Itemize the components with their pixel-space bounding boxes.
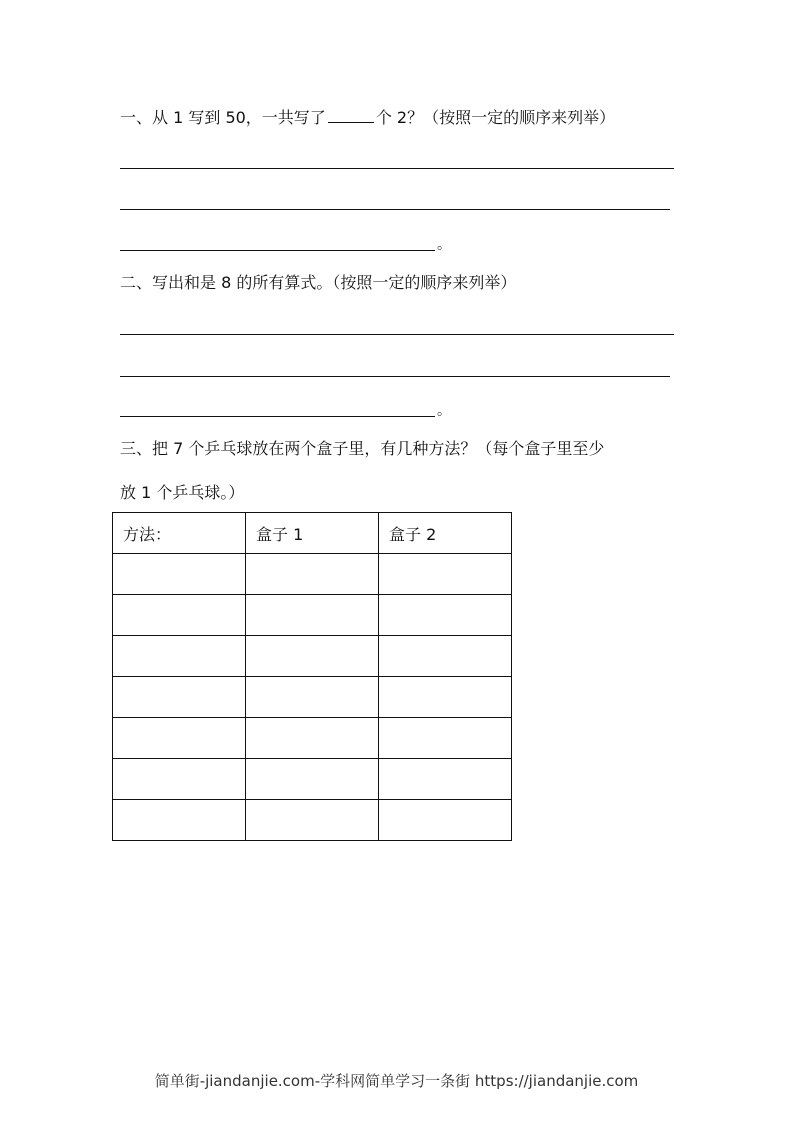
table-cell[interactable] [113, 718, 246, 759]
question-1 [120, 106, 615, 128]
question-2: 二、写出和是 8 的所有算式。（按照一定的顺序来列举） [120, 273, 517, 292]
table-cell[interactable] [113, 677, 246, 718]
table-cell[interactable] [246, 718, 379, 759]
table-row [113, 718, 512, 759]
answer-line[interactable] [120, 334, 674, 335]
header-box1: 盒子 1 [246, 513, 379, 554]
table-cell[interactable] [379, 718, 512, 759]
question-3-line2: 放 1 个乒乓球。） [120, 483, 245, 502]
q1-text-before: 一、从 1 写到 50，一共写了 [120, 108, 326, 127]
table-cell[interactable] [246, 800, 379, 841]
question-3-line1: 三、把 7 个乒乓球放在两个盒子里，有几种方法？（每个盒子里至少 [120, 439, 605, 458]
answer-line[interactable] [120, 376, 670, 377]
table-cell[interactable] [379, 759, 512, 800]
footer-watermark: 简单街-jiandanjie.com-学科网简单学习一条街 https://jiandanjie.com [154, 1072, 639, 1090]
table-header-row [113, 513, 512, 554]
table-cell[interactable] [246, 636, 379, 677]
answer-table [112, 512, 512, 841]
table-cell[interactable] [379, 595, 512, 636]
answer-line[interactable] [120, 416, 435, 417]
table-row [113, 800, 512, 841]
table-cell[interactable] [113, 595, 246, 636]
table-row [113, 595, 512, 636]
answer-line[interactable] [120, 209, 670, 210]
table-cell[interactable] [113, 554, 246, 595]
period: 。 [437, 237, 451, 253]
table-row [113, 759, 512, 800]
table-cell[interactable] [113, 800, 246, 841]
answer-line[interactable] [120, 250, 435, 251]
table-cell[interactable] [113, 636, 246, 677]
table-cell[interactable] [246, 554, 379, 595]
table-row [113, 677, 512, 718]
table-cell[interactable] [379, 636, 512, 677]
period: 。 [437, 403, 451, 419]
table-cell[interactable] [246, 677, 379, 718]
table-cell[interactable] [246, 595, 379, 636]
table-cell[interactable] [379, 677, 512, 718]
q1-answer-blank[interactable] [328, 106, 374, 123]
table-cell[interactable] [246, 759, 379, 800]
header-box2: 盒子 2 [379, 513, 512, 554]
header-method: 方法： [113, 513, 246, 554]
q1-text-after: 个 2？（按照一定的顺序来列举） [375, 108, 616, 127]
table-cell[interactable] [379, 554, 512, 595]
table-cell[interactable] [379, 800, 512, 841]
answer-line[interactable] [120, 168, 674, 169]
table-row [113, 554, 512, 595]
table-row [113, 636, 512, 677]
table-cell[interactable] [113, 759, 246, 800]
